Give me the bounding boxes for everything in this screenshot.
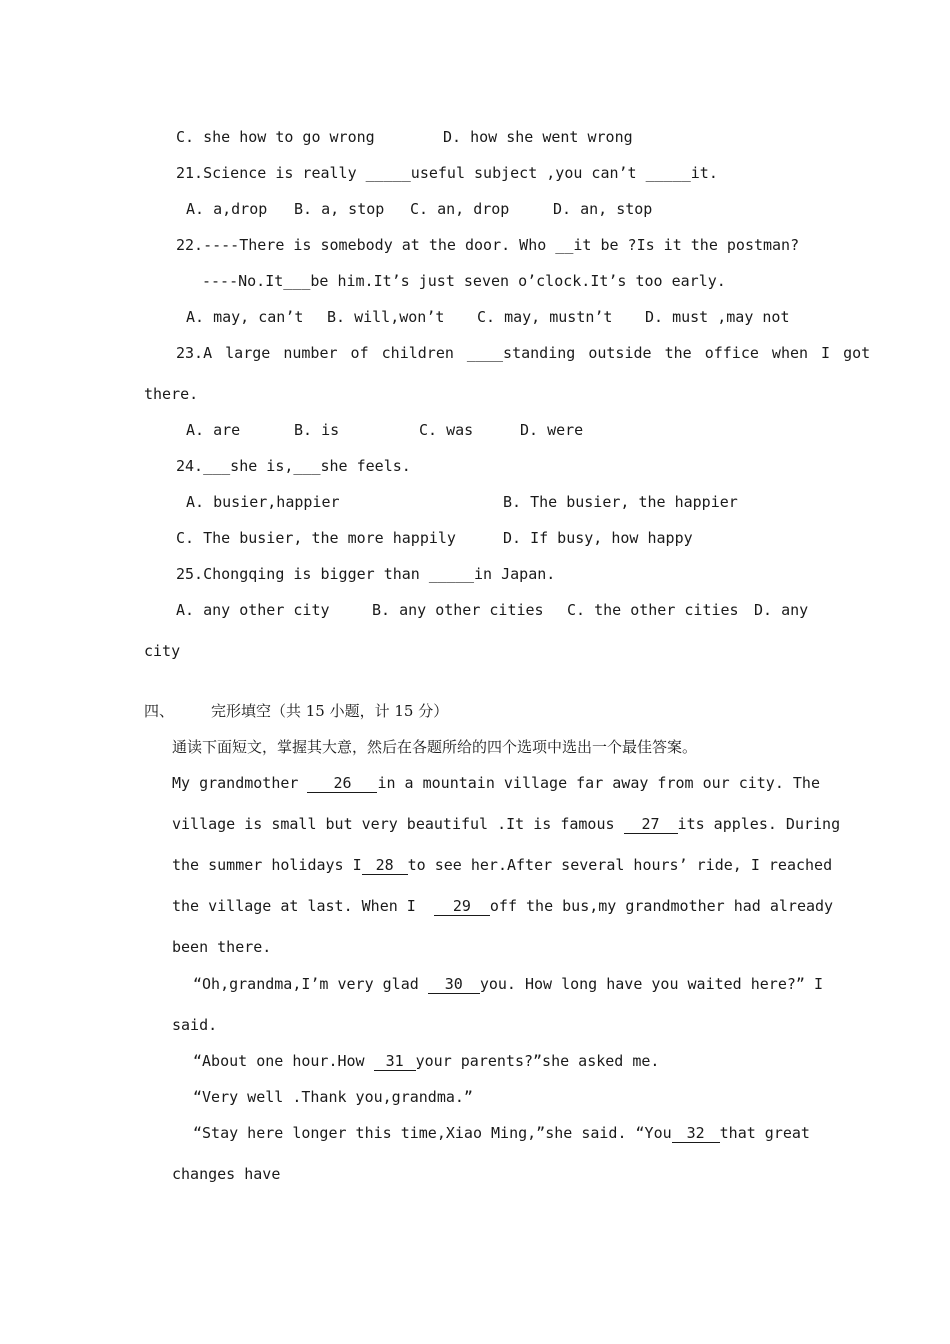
passage-line [193,1051,659,1071]
q23-option-a: A. are [186,421,241,439]
q24-option-a: A. busier,happier [186,493,340,511]
q22-option-a: A. may, can’t [186,308,304,326]
blank-29: 29 [434,898,490,916]
blank-27: 27 [624,816,678,834]
passage-line [172,855,832,875]
passage-line [172,896,833,916]
section-instruction: 通读下面短文，掌握其大意，然后在各题所给的四个选项中选出一个最佳答案。 [172,738,698,756]
passage-text: in a mountain village far away from our city. The [377,774,820,792]
passage-text: My grandmother [172,774,308,792]
section-title: 完形填空（共 15 小题，计 15 分） [211,702,449,720]
q25-options [0,600,950,700]
q21-option-c: C. an, drop [410,200,510,218]
q25-option-b: B. any other cities [372,601,544,619]
q25-option-a: A. any other city [176,601,330,619]
q22-option-b: B. will,won’t [327,308,445,326]
q21-stem: 21.Science is really _____useful subject ,you can’t _____it. [176,164,718,182]
passage-line [172,773,820,793]
q22-option-c: C. may, mustn’t [477,308,613,326]
passage-text: that great [719,1124,810,1142]
passage-text: “Oh,grandma,I’m very glad [193,975,428,993]
q24-option-b: B. The busier, the happier [503,493,738,511]
passage-text: “Stay here longer this time,Xiao Ming,”she said. “You [193,1124,672,1142]
q23-option-c: C. was [419,421,474,439]
q21-option-d: D. an, stop [553,200,653,218]
passage-line [172,814,840,834]
passage-text: off the bus,my grandmother had already [489,897,834,915]
passage-line [193,1123,810,1143]
q20-option-c: C. she how to go wrong [176,128,375,146]
passage-text: village is small but very beautiful .It is famous [172,815,624,833]
blank-30: 30 [428,976,480,994]
q25-option-c: C. the other cities [567,601,739,619]
blank-32: 32 [672,1125,720,1143]
q22-stem-line-2: ----No.It___be him.It’s just seven o’clock.It’s too early. [202,272,726,290]
q23-option-b: B. is [294,421,340,439]
q22-stem-line-1: 22.----There is somebody at the door. Who __it be ?Is it the postman? [176,236,800,254]
q23-stem-line-2: there. [144,385,199,403]
passage-text: its apples. During [677,815,841,833]
q24-option-d: D. If busy, how happy [503,529,693,547]
passage-line: been there. [172,938,272,956]
passage-text: your parents?”she asked me. [415,1052,660,1070]
q22-option-d: D. must ,may not [645,308,790,326]
passage-line [193,974,823,994]
q23-option-d: D. were [520,421,584,439]
q25-option-d-continued: city [144,642,181,660]
section-number: 四、 [144,702,175,720]
passage-line: changes have [172,1165,281,1183]
passage-line: “Very well .Thank you,grandma.” [193,1088,473,1106]
blank-31: 31 [374,1053,416,1071]
passage-text: you. How long have you waited here?” I [479,975,823,993]
q20-option-d: D. how she went wrong [443,128,633,146]
passage-text: the village at last. When I [172,897,434,915]
blank-28: 28 [362,857,408,875]
q23-stem-line-1: 23.A large number of children ____standing outside the office when I got [176,344,871,362]
passage-text: “About one hour.How [193,1052,374,1070]
q25-option-d: D. any [754,601,809,619]
passage-line: said. [172,1016,218,1034]
q21-option-b: B. a, stop [294,200,385,218]
passage-text: to see her.After several hours’ ride, I reached [407,856,833,874]
q21-option-a: A. a,drop [186,200,268,218]
q25-stem: 25.Chongqing is bigger than _____in Japan. [176,565,556,583]
q24-stem: 24.___she is,___she feels. [176,457,411,475]
blank-26: 26 [307,775,377,793]
q24-option-c: C. The busier, the more happily [176,529,456,547]
passage-text: the summer holidays I [172,856,362,874]
